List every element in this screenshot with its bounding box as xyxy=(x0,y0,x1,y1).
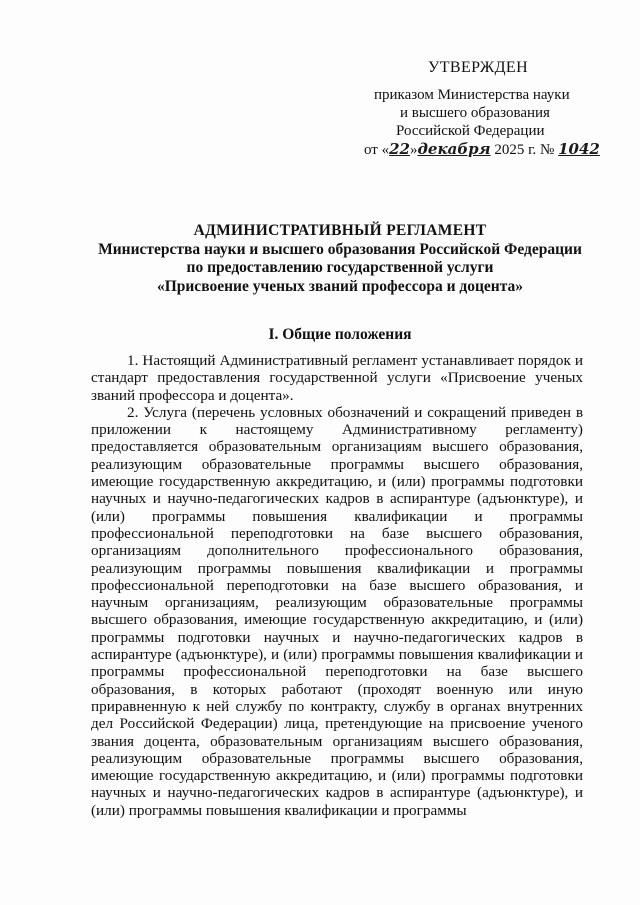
approval-heading: УТВЕРЖДЕН xyxy=(428,59,529,76)
document-body xyxy=(91,352,583,819)
title-line: по предоставлению государственной услуги xyxy=(186,259,494,276)
date-month-handwritten: декабря xyxy=(417,140,491,158)
order-number-handwritten: 1042 xyxy=(558,140,600,158)
approval-date-line xyxy=(364,140,600,160)
date-prefix: от « xyxy=(364,142,390,158)
document-title xyxy=(60,222,620,296)
date-mid: » xyxy=(409,142,418,158)
title-line: «Присвоение ученых званий профессора и доцента» xyxy=(156,277,524,295)
section-heading: I. Общие положения xyxy=(268,326,412,343)
paragraph: 2. Услуга (перечень условных обозначений и сокращений приведен в приложении к настоящему Административному регламенту) предоставляется образовательным организациям высшего образования, реализующим образовательные программы высшего образования, имеющие государственную аккредитацию, и (или) программы подготовки научных и научно-педагогических кадров в аспирантуре (адъюнктуре), и (или) программы повышения квалификации и программы профессиональной переподготовки на базе высшего образования, организациям дополнительного профессионального образования, реализующим программы повышения квалификации и программы профессиональной переподготовки на базе высшего образования, и научным организациям, реализующим образовательные программы высшего образования, имеющие государственную аккредитацию, и (или) программы подготовки научных и научно-педагогических кадров в аспирантуре (адъюнктуре), и (или) программы повышения квалификации и программы профессиональной переподготовки на базе высшего образования, в которых работают (проходят военную или иную приравненную к ней службу по контракту, службу в органах внутренних дел Российской Федерации) лица, претендующие на присвоение ученого звания доцента, образовательным организациям высшего образования, реализующим образовательные программы высшего образования, имеющие государственную аккредитацию, и (или) программы подготовки научных и научно-педагогических кадров в аспирантуре (адъюнктуре), и (или) программы повышения квалификации и программы xyxy=(91,403,583,819)
approval-line: Российской Федерации xyxy=(396,123,545,139)
approval-line: и высшего образования xyxy=(400,105,550,121)
title-line: АДМИНИСТРАТИВНЫЙ РЕГЛАМЕНТ xyxy=(193,222,487,239)
paragraph: 1. Настоящий Административный регламент устанавливает порядок и стандарт предоставления государственной услуги «Присвоение ученых званий профессора и доцента». xyxy=(91,352,583,404)
date-day-handwritten: 22 xyxy=(389,140,410,158)
approval-line: приказом Министерства науки xyxy=(374,87,570,103)
title-line: Министерства науки и высшего образования Российской Федерации xyxy=(98,240,582,258)
date-year: 2025 г. № xyxy=(490,142,559,158)
